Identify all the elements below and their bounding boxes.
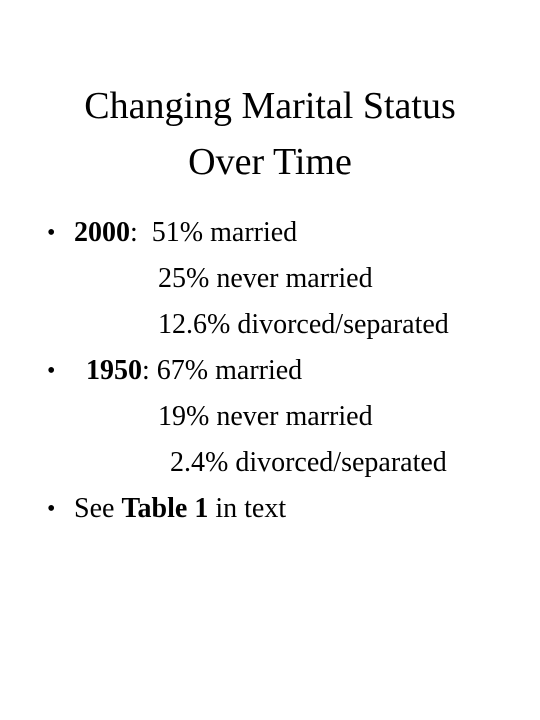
year-separator: :	[130, 217, 152, 248]
year-label: 1950	[86, 355, 142, 386]
stat-line: 67% married	[156, 355, 303, 386]
title-line-2: Over Time	[188, 141, 352, 183]
stat-line: 51% married	[151, 217, 298, 248]
year-label: 2000	[74, 217, 130, 248]
bullet-item-note	[74, 486, 286, 532]
bullet-marker: •	[47, 496, 56, 522]
stat-line: 12.6% divorced/separated	[158, 309, 449, 340]
slide-title	[0, 78, 540, 190]
stat-line: 19% never married	[158, 401, 373, 432]
note-prefix: See	[74, 493, 122, 524]
bullet-item-1950	[86, 348, 302, 394]
bullet-marker: •	[47, 220, 56, 246]
title-line-1: Changing Marital Status	[84, 85, 456, 127]
bullet-item-2000	[74, 210, 297, 256]
table-reference: Table 1	[121, 493, 209, 524]
note-suffix: in text	[208, 493, 287, 524]
bullet-marker: •	[47, 358, 56, 384]
year-separator: :	[142, 355, 157, 386]
stat-line: 25% never married	[158, 263, 373, 294]
stat-line: 2.4% divorced/separated	[170, 447, 447, 478]
